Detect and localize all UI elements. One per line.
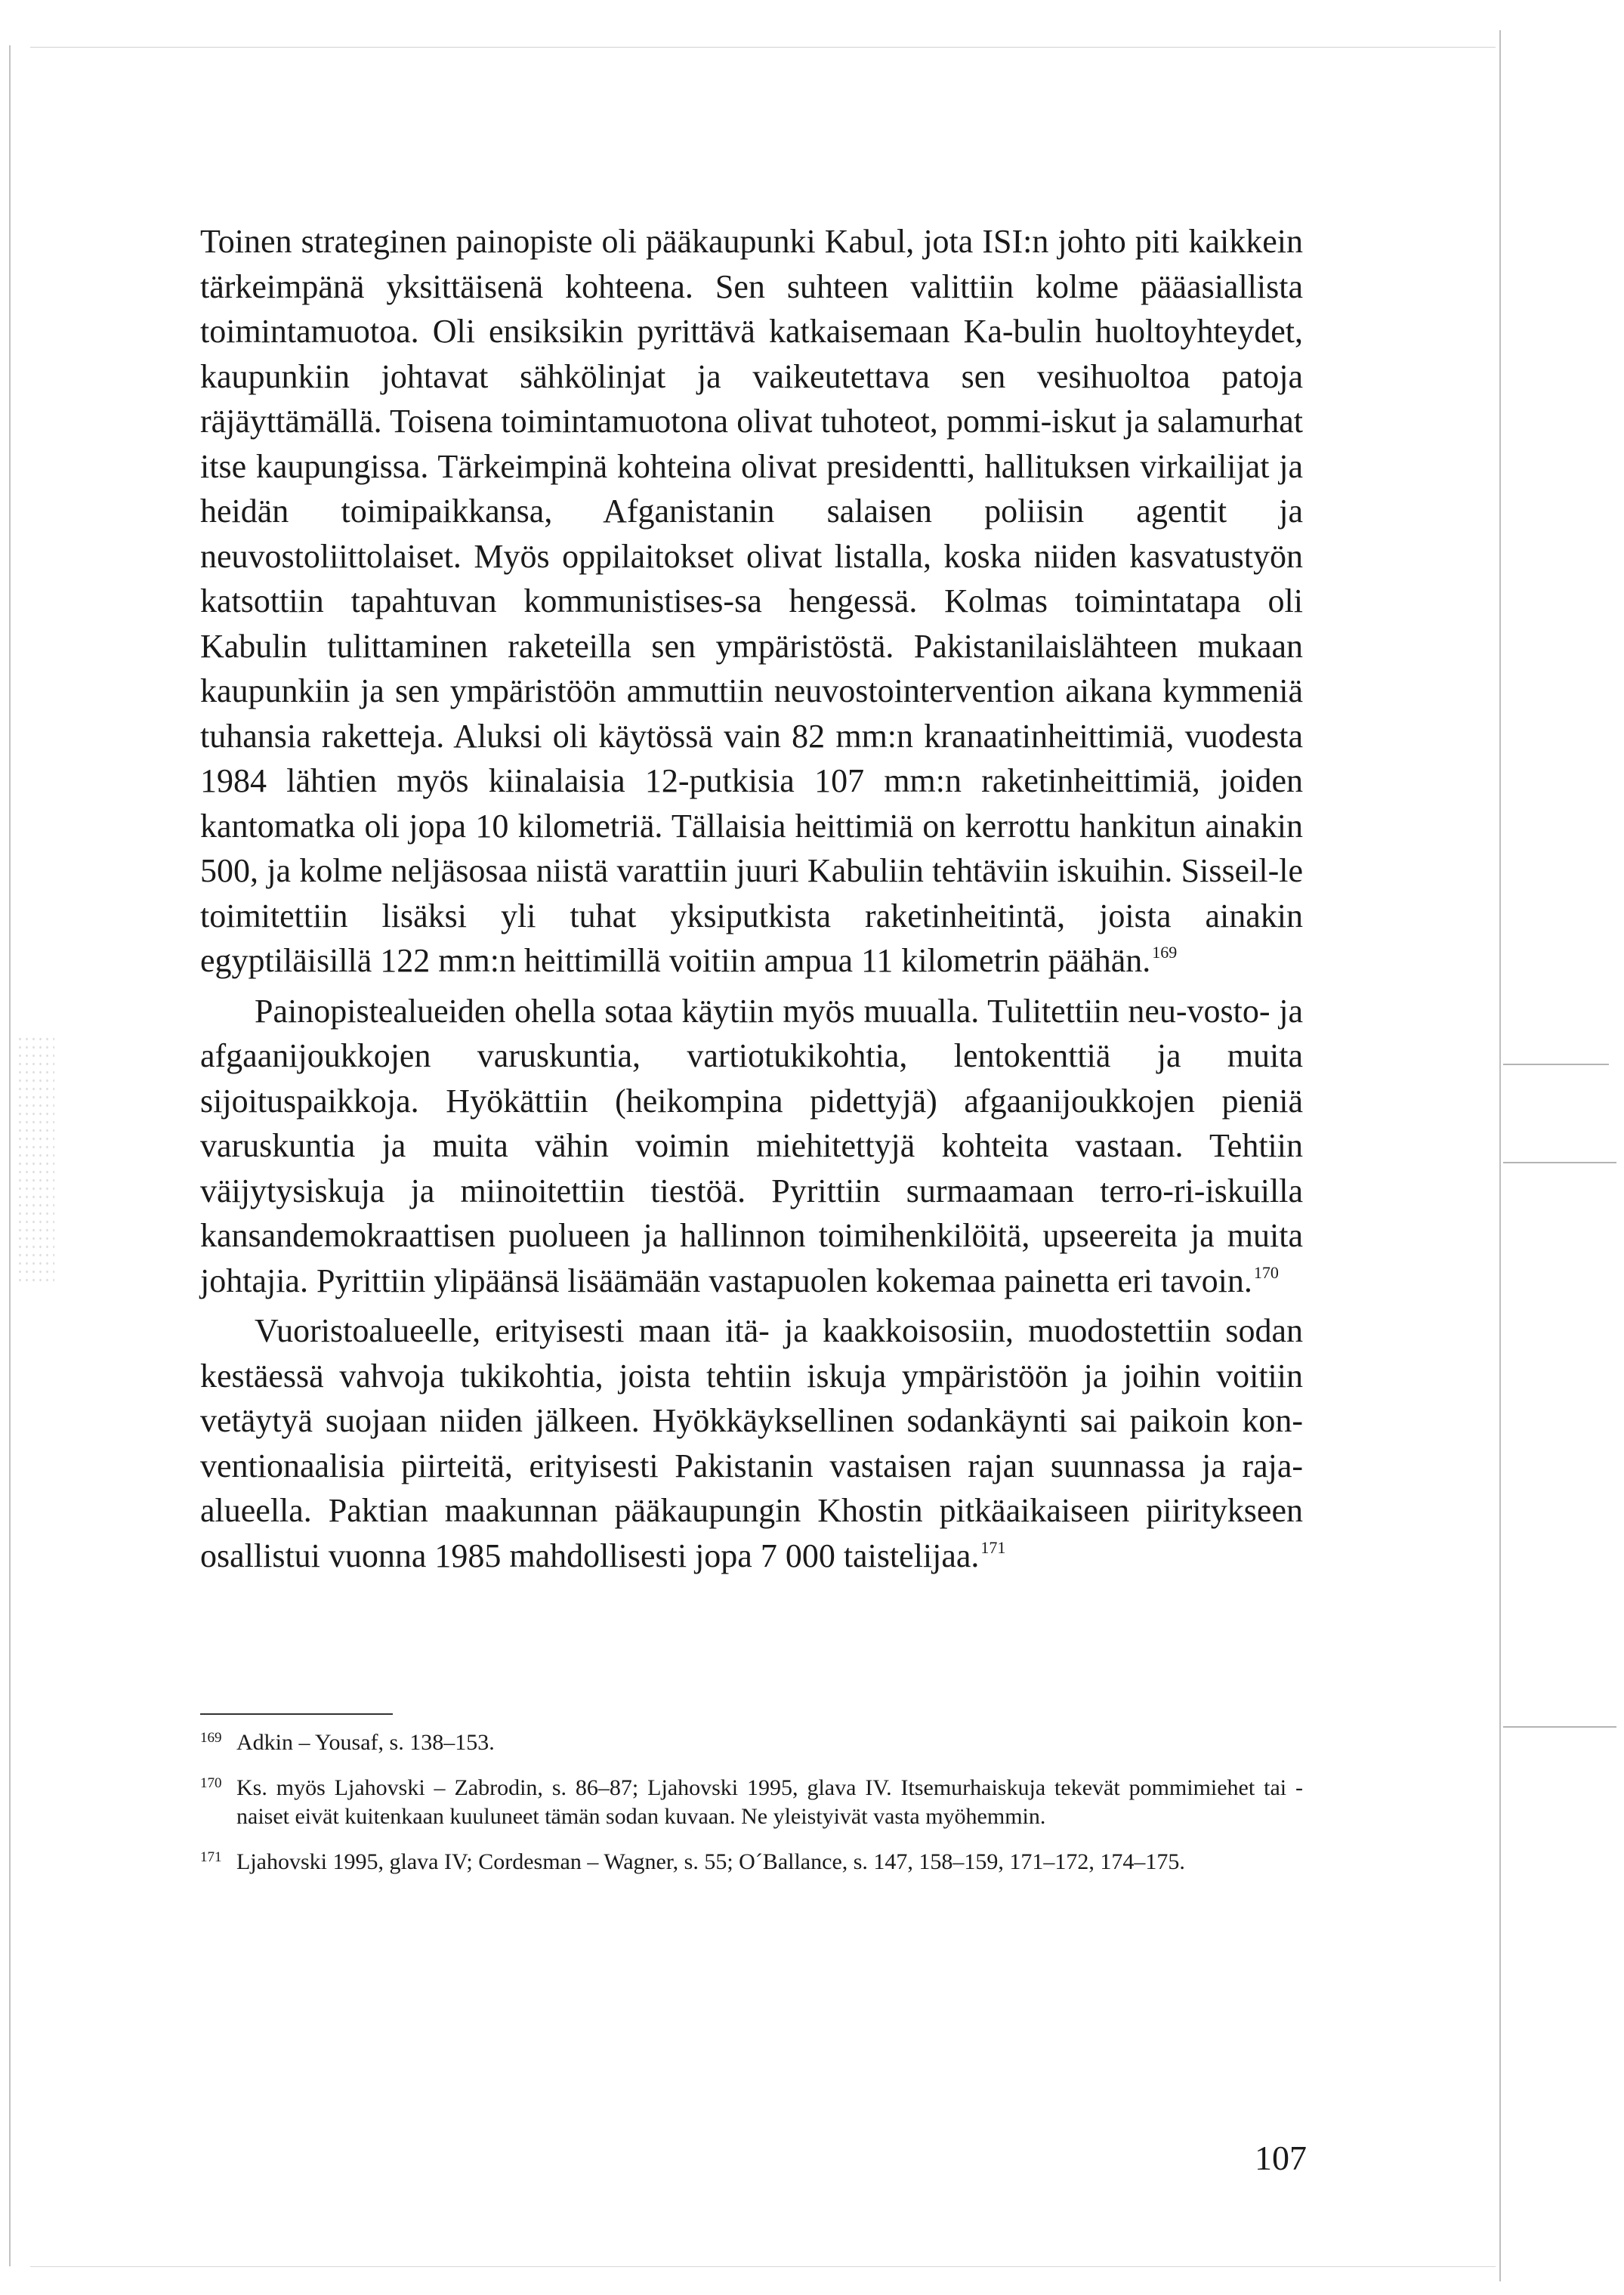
scan-edge-right xyxy=(1499,30,1501,2281)
footnote xyxy=(200,1728,1303,1757)
footnote-ref[interactable]: 169 xyxy=(1152,943,1178,962)
footnote-text: Ks. myös Ljahovski – Zabrodin, s. 86–87; Ljahovski 1995, glava IV. Itsemurhaiskuja tekevät pommimiehet tai -naiset eivät kuitenkaan kuuluneet tämän sodan kuvaan. Ne yleistyivät vasta myöhemmin. xyxy=(236,1775,1303,1829)
paragraph-text: Painopistealueiden ohella sotaa käytiin myös muualla. Tulitettiin neu-vosto- ja afgaanijoukkojen varuskuntia, vartiotukikohtia, lentokenttiä ja muita sijoituspaikkoja. Hyökättiin (heikompina pidettyjä) afgaanijoukkojen pieniä varuskuntia ja muita vähin voimin miehitettyjä kohteita vastaan. Tehtiin väijytysiskuja ja miinoitettiin tiestöä. Pyrittiin surmaamaan terro-ri-iskuilla kansandemokraattisen puolueen ja hallinnon toimihenkilöitä, upseereita ja muita johtajia. Pyrittiin ylipäänsä lisäämään vastapuolen kokemaa painetta eri tavoin. xyxy=(200,992,1303,1299)
footnote-ref[interactable]: 170 xyxy=(1253,1262,1279,1282)
footnote-number: 170 xyxy=(200,1775,222,1791)
scan-edge-top xyxy=(30,47,1496,48)
scan-edge-left xyxy=(9,45,11,2266)
paragraph-text: Toinen strateginen painopiste oli pääkaupunki Kabul, jota ISI:n johto piti kaikkein tärkeimpänä yksittäisenä kohteena. Sen suhteen valittiin kolme pääasiallista toimintamuotoa. Oli ensiksikin pyrittävä katkaisemaan Ka-bulin huoltoyhteydet, kaupunkiin johtavat sähkölinjat ja vaikeutettava sen vesihuoltoa patoja räjäyttämällä. Toisena toimintamuotona olivat tuhoteot, pommi-iskut ja salamurhat itse kaupungissa. Tärkeimpinä kohteina olivat presidentti, hallituksen virkailijat ja heidän toimipaikkansa, Afganistanin salaisen poliisin agentit ja neuvostoliittolaiset. Myös oppilaitokset olivat listalla, koska niiden kasvatustyön katsottiin tapahtuvan kommunistises-sa hengessä. Kolmas toimintatapa oli Kabulin tulittaminen raketeilla sen ympäristöstä. Pakistanilaislähteen mukaan kaupunkiin ja sen ympäristöön ammuttiin neuvostointervention aikana kymmeniä tuhansia raketteja. Aluksi oli käytössä vain 82 mm:n kranaatinheittimiä, vuodesta 1984 lähtien myös kiinalaisia 12-putkisia 107 mm:n raketinheittimiä, joiden kantomatka oli jopa 10 kilometriä. Tällaisia heittimiä on kerrottu hankitun ainakin 500, ja kolme neljäsosaa niistä varattiin juuri Kabuliin tehtäviin iskuihin. Sisseil-le toimitettiin lisäksi yli tuhat yksiputkista raketinheitintä, joista ainakin egyptiläisillä 122 mm:n heittimillä voitiin ampua 11 kilometrin päähän. xyxy=(200,223,1303,979)
scan-edge-bottom xyxy=(30,2266,1496,2267)
footnote xyxy=(200,1774,1303,1831)
footnote-number: 171 xyxy=(200,1849,222,1865)
footnote-separator xyxy=(200,1713,393,1715)
scan-mark xyxy=(1503,1726,1616,1728)
page-number: 107 xyxy=(1255,2139,1307,2177)
paragraph xyxy=(200,989,1303,1309)
scan-mark xyxy=(1503,1162,1616,1163)
footnote xyxy=(200,1848,1303,1876)
scan-mark xyxy=(1503,1064,1609,1065)
paragraph xyxy=(200,219,1303,989)
footnote-number: 169 xyxy=(200,1730,222,1746)
scan-speckle xyxy=(17,1035,54,1284)
paragraph xyxy=(200,1308,1303,1583)
footnote-text: Adkin – Yousaf, s. 138–153. xyxy=(236,1730,495,1755)
footnote-ref[interactable]: 171 xyxy=(980,1537,1006,1557)
footnote-text: Ljahovski 1995, glava IV; Cordesman – Wagner, s. 55; O´Ballance, s. 147, 158–159, 171–172, 174–175. xyxy=(236,1849,1185,1874)
paragraph-text: Vuoristoalueelle, erityisesti maan itä- ja kaakkoisosiin, muodostettiin sodan kestäessä vahvoja tukikohtia, joista tehtiin iskuja ympäristöön ja joihin voitiin vetäytyä suojaan niiden jälkeen. Hyökkäyksellinen sodankäynti sai paikoin kon-ventionaalisia piirteitä, erityisesti Pakistanin vastaisen rajan suunnassa ja raja-alueella. Paktian maakunnan pääkaupungin Khostin pitkäaikaiseen piiritykseen osallistui vuonna 1985 mahdollisesti jopa 7 000 taistelijaa. xyxy=(200,1312,1303,1574)
main-text xyxy=(200,219,1303,1583)
footnotes xyxy=(200,1728,1303,1893)
